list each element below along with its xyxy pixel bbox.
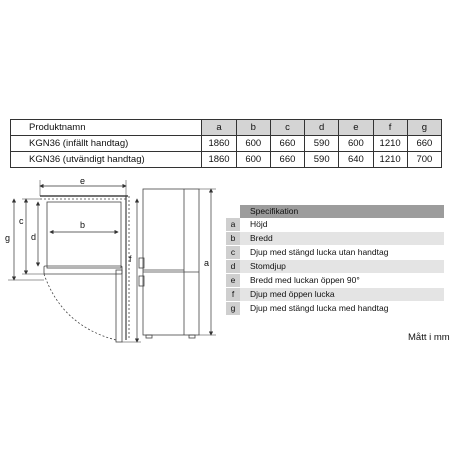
spec-text: Bredd med luckan öppen 90°	[250, 275, 360, 285]
spec-header-spacer	[226, 205, 240, 218]
value-cell: 590	[305, 136, 339, 152]
value-cell: 600	[236, 152, 270, 168]
spec-key: f	[226, 288, 240, 301]
foot-back	[189, 335, 195, 338]
spec-key: b	[226, 232, 240, 245]
spec-text: Djup med stängd lucka med handtag	[250, 303, 389, 313]
model-cell: KGN36 (infällt handtag)	[11, 136, 202, 152]
top-view	[40, 196, 129, 342]
label-a: a	[204, 258, 210, 268]
header-letter-g: g	[407, 120, 441, 136]
list-item	[226, 274, 444, 288]
header-letter-b: b	[236, 120, 270, 136]
header-letter-d: d	[305, 120, 339, 136]
spec-header	[226, 205, 444, 218]
spec-key: e	[226, 274, 240, 287]
dimension-d	[31, 202, 38, 266]
door-open	[116, 270, 122, 342]
label-g: g	[5, 233, 11, 243]
value-cell: 640	[339, 152, 373, 168]
header-product-name: Produktnamn	[11, 120, 202, 136]
spec-text: Höjd	[250, 219, 268, 229]
list-item	[226, 246, 444, 260]
value-cell: 1860	[202, 136, 236, 152]
model-cell: KGN36 (utvändigt handtag)	[11, 152, 202, 168]
spec-text: Bredd	[240, 232, 444, 245]
dimension-a	[199, 189, 216, 335]
list-item	[226, 232, 444, 246]
value-cell: 1860	[202, 152, 236, 168]
label-c: c	[19, 216, 24, 226]
header-letter-a: a	[202, 120, 236, 136]
unit-note: Mått i mm	[408, 332, 450, 343]
side-view	[139, 189, 199, 338]
header-letter-c: c	[270, 120, 304, 136]
value-cell: 600	[339, 136, 373, 152]
specification-legend	[226, 205, 444, 316]
header-letter-e: e	[339, 120, 373, 136]
value-cell: 700	[407, 152, 441, 168]
foot-front	[146, 335, 152, 338]
spec-key: d	[226, 260, 240, 273]
value-cell: 660	[270, 136, 304, 152]
label-e: e	[80, 176, 86, 186]
value-cell: 1210	[373, 136, 407, 152]
spec-key: g	[226, 302, 240, 315]
value-cell: 1210	[373, 152, 407, 168]
list-item	[226, 288, 444, 302]
list-item	[226, 302, 444, 316]
spec-key: a	[226, 218, 240, 231]
spec-text: Djup med stängd lucka utan handtag	[250, 247, 389, 257]
value-cell: 660	[270, 152, 304, 168]
dimension-e	[40, 176, 126, 196]
fridge-body	[143, 189, 199, 335]
list-item	[226, 218, 444, 232]
label-f: f	[129, 254, 132, 264]
list-item	[226, 260, 444, 274]
door-closed	[44, 266, 122, 274]
spec-text: Djup med öppen lucka	[240, 288, 444, 301]
door-swing-arc	[44, 274, 116, 340]
label-b: b	[80, 220, 86, 230]
spec-key: c	[226, 246, 240, 259]
value-cell: 600	[236, 136, 270, 152]
label-d: d	[31, 232, 37, 242]
header-letter-f: f	[373, 120, 407, 136]
spec-title: Specifikation	[240, 205, 444, 218]
dimension-b	[50, 220, 118, 232]
value-cell: 660	[407, 136, 441, 152]
cabinet-body	[47, 202, 121, 268]
spec-text: Stomdjup	[240, 260, 444, 273]
dimension-f	[122, 199, 141, 342]
value-cell: 590	[305, 152, 339, 168]
